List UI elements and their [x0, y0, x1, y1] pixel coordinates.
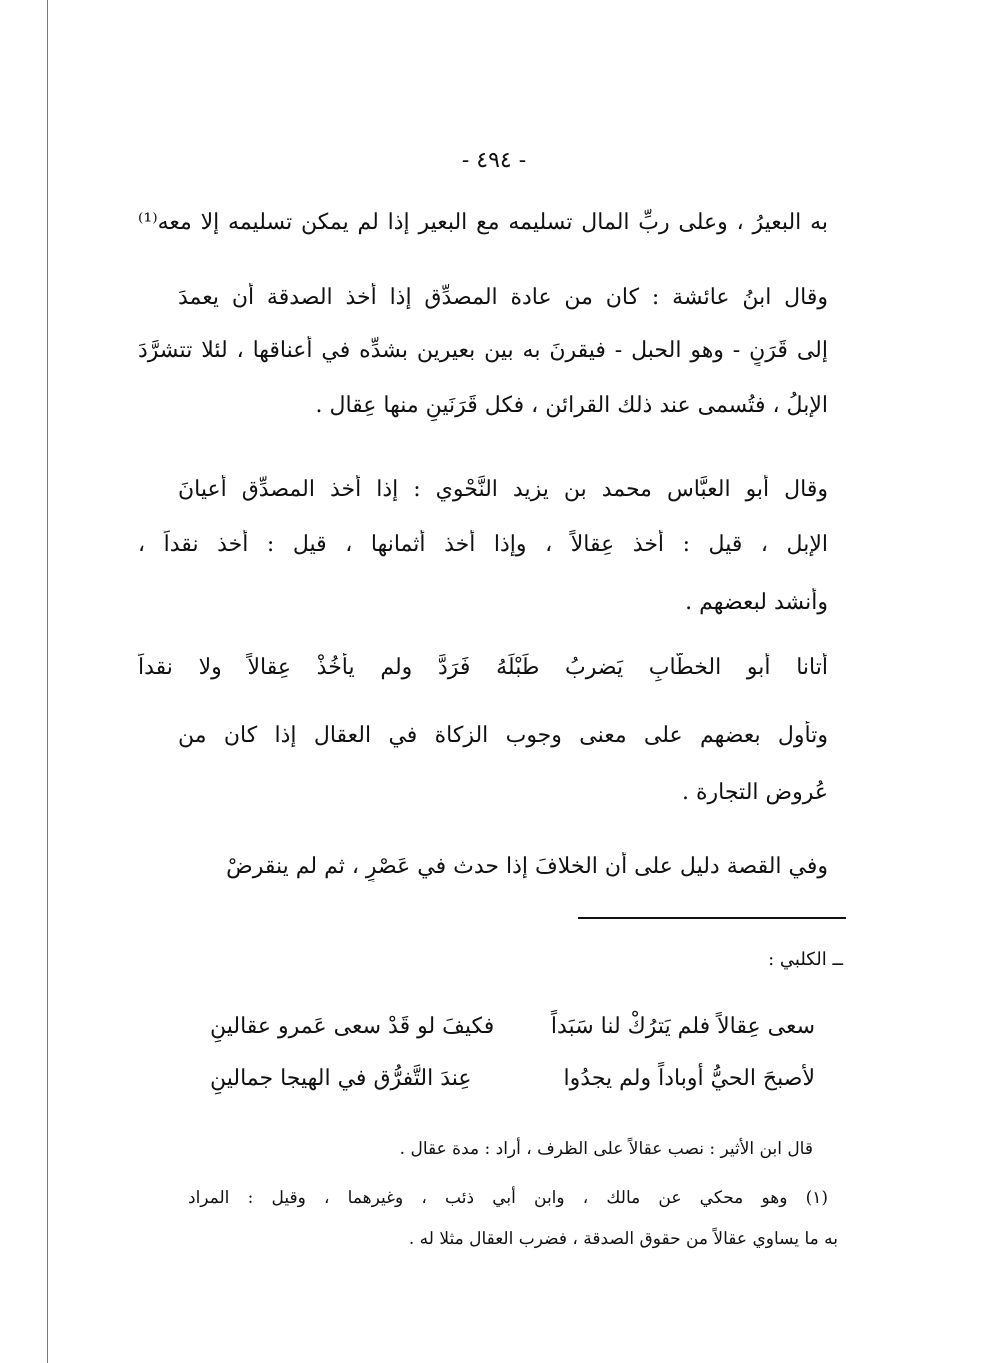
body-line-6: الإبل ، قيل : أخذ عِقالاً ، وإذا أخذ أثمانها ، قيل : أخذ نقداً ،	[138, 532, 828, 557]
page-number: - ٤٩٤ -	[461, 148, 527, 173]
body-line-4: الإبلُ ، فتُسمى عند ذلك القرائن ، فكل قَرَنَينِ منها عِقال .	[315, 393, 828, 418]
footnote-note-ibn-al-athir: قال ابن الأثير : نصب عقالاً على الظرف ، أراد : مدة عقال .	[399, 1139, 813, 1159]
verse-1-second-hemistich: فكيفَ لو قَدْ سعى عَمرو عقالينِ	[210, 1014, 495, 1039]
verse-2-second-hemistich: عِندَ التَّفرُّق في الهيجا جمالينِ	[210, 1066, 472, 1091]
footnote-separator	[578, 917, 846, 919]
body-line-10: وفي القصة دليل على أن الخلافَ إذا حدث في عَصْرٍ ، ثم لم ينقرضْ	[226, 854, 828, 879]
body-line-8: وتأول بعضهم على معنى وجوب الزكاة في العقال إذا كان من	[178, 723, 828, 748]
body-line-3: إلى قَرَنٍ - وهو الحبل - فيقرنَ به بين بعيرين بشدِّه في أعناقها ، لئلا تتشرَّدَ	[138, 338, 828, 363]
verse-2-first-hemistich: لأصبحَ الحيُّ أوباداً ولم يجدُوا	[563, 1066, 815, 1091]
footnote-1-line-2: به ما يساوي عقالاً من حقوق الصدقة ، فضرب العقال مثلا له .	[408, 1229, 838, 1249]
verse-line-abu-alkhattab: أتانا أبو الخطَّابِ يَضربُ طَبْلَهُ فَرَدَّ ولم يأخُذْ عِقالاً ولا نقداً	[138, 655, 828, 680]
body-line-2: وقال ابنُ عائشة : كان من عادة المصدِّق إذا أخذ الصدقة أن يعمدَ	[178, 285, 828, 310]
body-line-9: عُروض التجارة .	[682, 780, 828, 805]
body-line-5: وقال أبو العبَّاس محمد بن يزيد النَّحْوي : إذا أخذ المصدِّق أعيانَ	[178, 477, 828, 502]
body-line-7: وأنشد لبعضهم .	[685, 590, 828, 615]
footnote-heading: ــ الكلبي :	[768, 949, 843, 970]
verse-1-first-hemistich: سعى عِقالاً فلم يَترُكْ لنا سَبَداً	[550, 1014, 815, 1039]
body-line-1: به البعيرُ ، وعلى ربِّ المال تسليمه مع البعير إذا لم يمكن تسليمه إلا معه⁽¹⁾	[138, 210, 828, 235]
footnote-1-line-1: (١) وهو محكي عن مالك ، وابن أبي ذئب ، وغيرهما ، وقيل : المراد	[188, 1188, 828, 1208]
left-margin-line	[47, 0, 48, 1363]
